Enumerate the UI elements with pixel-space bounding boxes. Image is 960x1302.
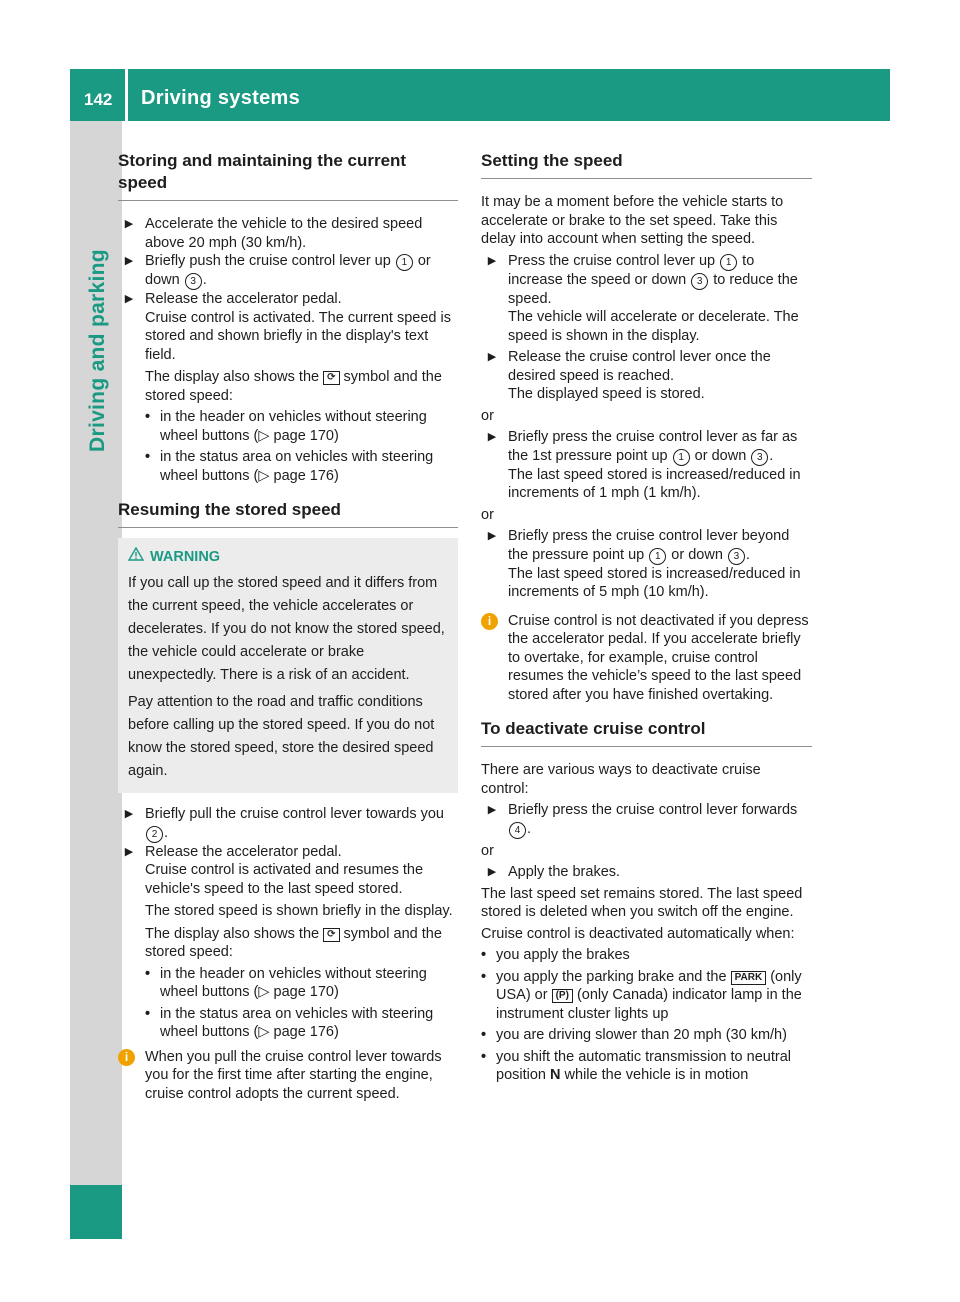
callout-2-icon: 2 — [146, 826, 163, 843]
bullet-icon: • — [481, 968, 487, 985]
list-item: • in the header on vehicles without steering wheel buttons (▷ page 170) — [145, 965, 427, 1000]
step-detail: The display also shows the ⟳ symbol and the stored speed: — [145, 369, 442, 404]
step-text: Release the accelerator pedal. — [145, 843, 342, 860]
or-text: or — [481, 506, 494, 523]
list-item: • you apply the parking brake and the PARK (only USA) or (P) (only Canada) indicator lamp in the instrument cluster lights up — [481, 968, 802, 1022]
step-text: Press the cruise control lever up 1 to increase the speed or down 3 to reduce the speed. — [508, 252, 798, 307]
bullet-icon: • — [481, 1048, 487, 1065]
step — [481, 252, 812, 309]
header-divider — [125, 69, 128, 121]
list-item: • you apply the brakes — [481, 947, 630, 963]
step-text: Release the accelerator pedal. — [145, 291, 342, 307]
arrow-icon: ▶ — [124, 293, 134, 305]
heading-resuming-speed: Resuming the stored speed — [118, 499, 458, 528]
left-column — [118, 150, 458, 1103]
park-indicator-icon: PARK — [731, 971, 767, 985]
step-detail: The vehicle will accelerate or decelerate. The speed is shown in the display. — [508, 309, 799, 344]
side-tab-label: Driving and parking — [86, 249, 109, 452]
callout-1-icon: 1 — [396, 254, 413, 271]
step-text: Apply the brakes. — [508, 864, 621, 880]
step — [118, 843, 458, 862]
arrow-icon: ▶ — [487, 866, 497, 878]
list-item: • you shift the automatic transmission to neutral position N while the vehicle is in motion — [481, 1048, 791, 1083]
section-title: Driving systems — [141, 87, 301, 109]
bullet-icon: • — [145, 1005, 151, 1022]
step-detail: The stored speed is shown briefly in the display. — [145, 903, 453, 919]
list-item: • in the status area on vehicles with steering wheel buttons (▷ page 176) — [145, 449, 434, 484]
callout-1-icon: 1 — [673, 449, 690, 466]
warning-text: If you call up the stored speed and it differs from the current speed, the vehicle accelerates or decelerates. If you do not know the stored speed, the vehicle could accelerate or brake unexpectedly. There is a risk of an accident. — [128, 575, 445, 683]
body-text: The last speed set remains stored. The last speed stored is deleted when you switch off the engine. — [481, 885, 803, 920]
info-note — [118, 1048, 458, 1104]
info-note — [481, 612, 812, 705]
warning-text: Pay attention to the road and traffic conditions before calling up the stored speed. If you do not know the stored speed, store the desired speed again. — [128, 694, 435, 779]
step-detail: The last speed stored is increased/reduced in increments of 1 mph (1 km/h). — [508, 466, 801, 501]
step-text: Release the cruise control lever once the desired speed is reached. — [508, 349, 771, 384]
step — [481, 863, 812, 882]
step — [118, 290, 458, 309]
callout-3-icon: 3 — [185, 273, 202, 290]
warning-triangle-icon — [128, 546, 144, 569]
bullet-icon: • — [481, 947, 487, 963]
arrow-icon: ▶ — [487, 530, 497, 542]
page-number: 142 — [84, 90, 113, 109]
arrow-icon: ▶ — [124, 255, 134, 267]
step-detail: Cruise control is activated and resumes the vehicle's speed to the last speed stored. — [145, 862, 424, 897]
intro-text: It may be a moment before the vehicle starts to accelerate or brake to the set speed. Take this delay into account when setting the speed. — [481, 194, 784, 247]
list-item: • you are driving slower than 20 mph (30 km/h) — [481, 1027, 787, 1043]
list-item: • in the status area on vehicles with steering wheel buttons (▷ page 176) — [145, 1005, 434, 1040]
callout-1-icon: 1 — [720, 254, 737, 271]
warning-box — [118, 538, 458, 793]
step-text: Briefly push the cruise control lever up 1 or down 3 . — [145, 253, 431, 288]
step-detail: The last speed stored is increased/reduced in increments of 5 mph (10 km/h). — [508, 565, 801, 600]
heading-storing-speed: Storing and maintaining the current speed — [118, 150, 458, 201]
arrow-icon: ▶ — [124, 218, 134, 230]
step-text: Briefly pull the cruise control lever towards you 2 . — [145, 806, 444, 841]
callout-4-icon: 4 — [509, 822, 526, 839]
step-detail: The display also shows the ⟳ symbol and the stored speed: — [145, 925, 442, 960]
or-text: or — [481, 407, 494, 424]
right-column — [481, 150, 812, 1085]
heading-deactivate-cruise: To deactivate cruise control — [481, 718, 812, 747]
step — [481, 428, 812, 466]
cruise-control-icon: ⟳ — [323, 371, 339, 385]
callout-3-icon: 3 — [751, 449, 768, 466]
step-text: Briefly press the cruise control lever as far as the 1st pressure point up 1 or down 3 . — [508, 429, 798, 464]
arrow-icon: ▶ — [124, 808, 134, 820]
info-icon: i — [118, 1049, 135, 1066]
bullet-icon: • — [481, 1027, 487, 1043]
step-text: Accelerate the vehicle to the desired speed above 20 mph (30 km/h). — [145, 216, 423, 251]
step — [481, 348, 812, 385]
neutral-position-label: N — [550, 1067, 561, 1083]
body-text: Cruise control is deactivated automatically when: — [481, 925, 795, 942]
warning-title: WARNING — [128, 546, 450, 569]
side-tab-marker — [70, 1185, 122, 1239]
step-text: Briefly press the cruise control lever beyond the pressure point up 1 or down 3 . — [508, 528, 790, 563]
or-text: or — [481, 842, 494, 859]
callout-3-icon: 3 — [691, 273, 708, 290]
info-text: Cruise control is not deactivated if you depress the accelerator pedal. If you accelerate briefly to overtake, for example, cruise control resumes the vehicle’s speed to the last speed stored after you have finished overtaking. — [508, 612, 809, 703]
deactivate-intro: There are various ways to deactivate cruise control: — [481, 762, 761, 797]
arrow-icon: ▶ — [487, 351, 497, 363]
page-header — [70, 69, 890, 121]
arrow-icon: ▶ — [487, 254, 497, 267]
cruise-control-icon: ⟳ — [323, 928, 339, 942]
arrow-icon: ▶ — [487, 804, 497, 816]
info-text: When you pull the cruise control lever towards you for the first time after starting the engine, cruise control adopts the current speed. — [145, 1048, 442, 1102]
callout-3-icon: 3 — [728, 548, 745, 565]
bullet-icon: • — [145, 449, 151, 465]
heading-setting-speed: Setting the speed — [481, 150, 812, 179]
step-detail: Cruise control is activated. The current speed is stored and shown briefly in the display's text field. — [145, 309, 451, 363]
callout-1-icon: 1 — [649, 548, 666, 565]
list-item: • in the header on vehicles without steering wheel buttons (▷ page 170) — [145, 409, 427, 444]
info-icon: i — [481, 613, 498, 630]
step — [118, 215, 458, 252]
step-detail: The displayed speed is stored. — [508, 386, 705, 402]
step — [118, 252, 458, 290]
step — [481, 801, 812, 839]
step-text: Briefly press the cruise control lever forwards 4 . — [508, 802, 798, 837]
arrow-icon: ▶ — [487, 431, 497, 443]
arrow-icon: ▶ — [124, 845, 134, 858]
step — [481, 527, 812, 565]
parking-brake-indicator-icon: (P) — [552, 989, 573, 1003]
bullet-icon: • — [145, 965, 151, 982]
step — [118, 805, 458, 843]
bullet-icon: • — [145, 409, 151, 425]
